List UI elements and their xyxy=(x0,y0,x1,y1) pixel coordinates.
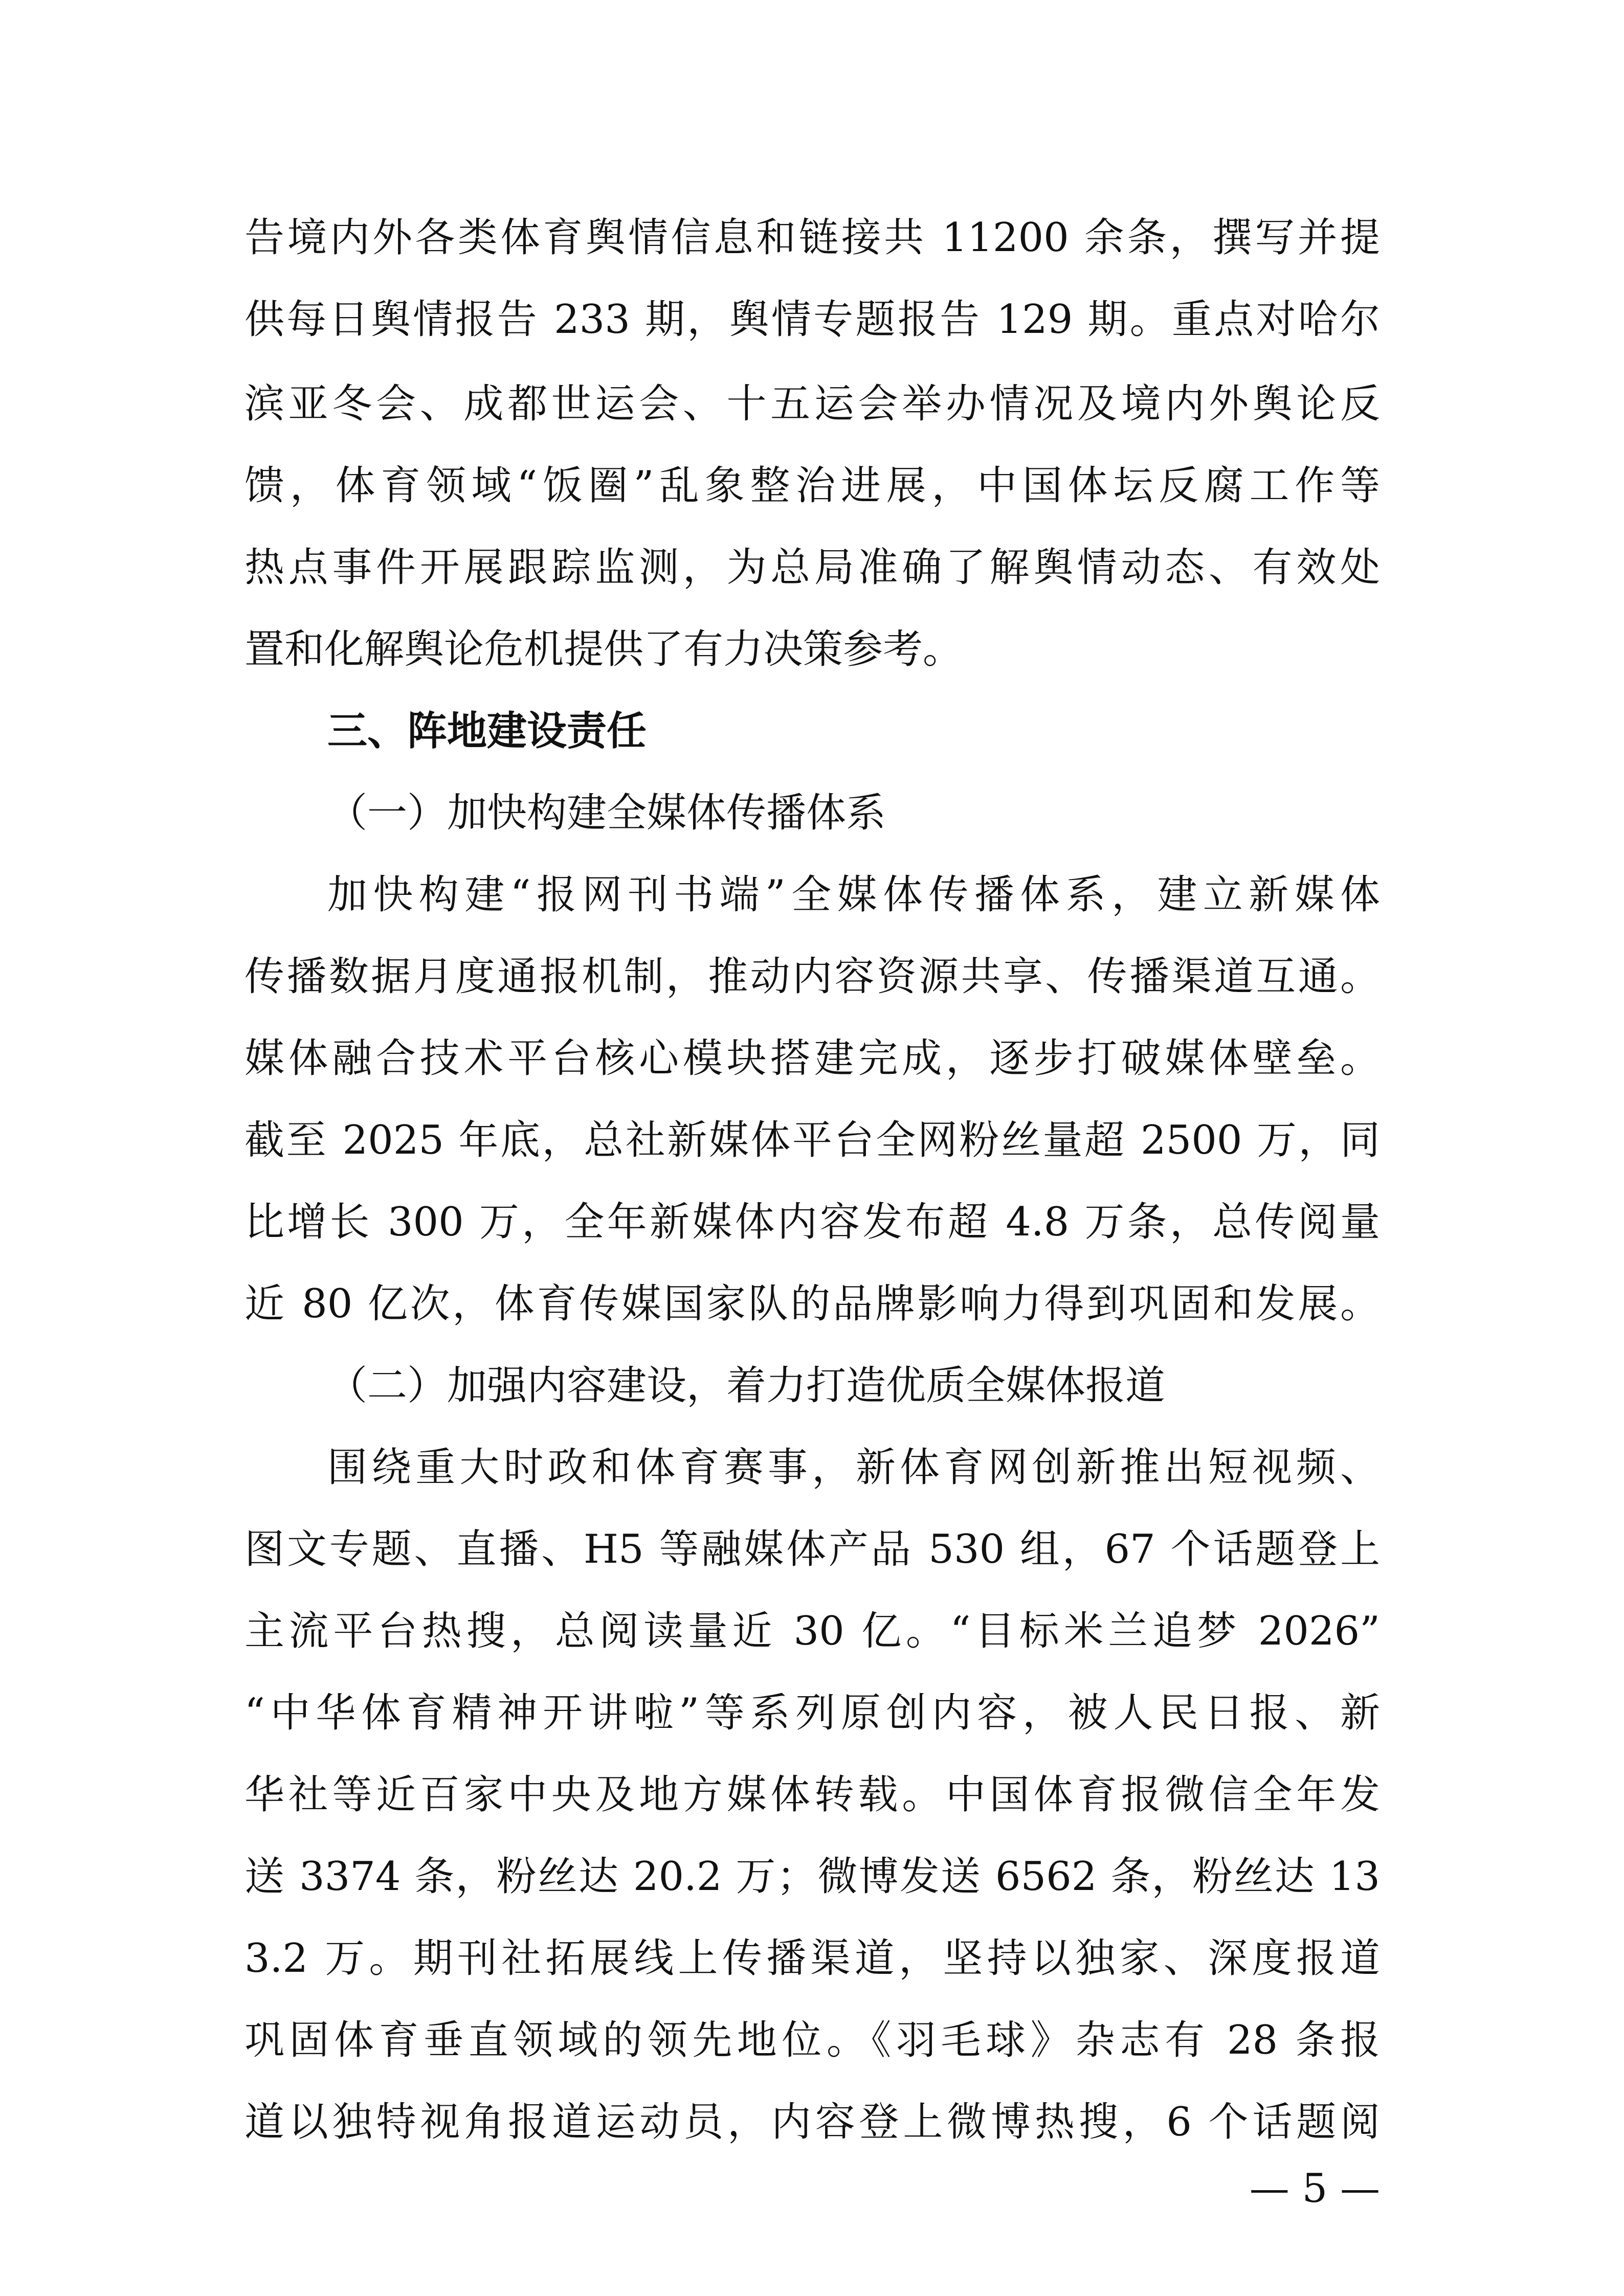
body-paragraph-line: 传播数据月度通报机制，推动内容资源共享、传播渠道互通。 xyxy=(244,954,1380,1000)
body-paragraph-line: 巩固体育垂直领域的领先地位。《羽毛球》杂志有 28 条报 xyxy=(244,2017,1380,2063)
body-paragraph-line: 近 80 亿次，体育传媒国家队的品牌影响力得到巩固和发展。 xyxy=(244,1281,1380,1327)
body-paragraph-line: 送 3374 条，粉丝达 20.2 万；微博发送 6562 条，粉丝达 13 xyxy=(244,1854,1380,1900)
body-paragraph-line: 加快构建“报网刊书端”全媒体传播体系，建立新媒体 xyxy=(327,872,1380,918)
body-paragraph-line: 围绕重大时政和体育赛事，新体育网创新推出短视频、 xyxy=(327,1445,1380,1491)
body-paragraph-line: 媒体融合技术平台核心模块搭建完成，逐步打破媒体壁垒。 xyxy=(244,1036,1380,1082)
body-paragraph-line: 截至 2025 年底，总社新媒体平台全网粉丝量超 2500 万，同 xyxy=(244,1117,1380,1163)
page-number: — 5 — xyxy=(1249,2166,1380,2212)
body-paragraph-line: 图文专题、直播、H5 等融媒体产品 530 组，67 个话题登上 xyxy=(244,1526,1380,1572)
body-paragraph-line: 供每日舆情报告 233 期，舆情专题报告 129 期。重点对哈尔 xyxy=(244,297,1380,343)
subsection-heading: （一）加快构建全媒体传播体系 xyxy=(327,790,886,836)
body-paragraph-line: 华社等近百家中央及地方媒体转载。中国体育报微信全年发 xyxy=(244,1772,1380,1818)
body-paragraph-line: 比增长 300 万，全年新媒体内容发布超 4.8 万条，总传阅量 xyxy=(244,1199,1380,1245)
body-paragraph-line: 馈，体育领域“饭圈”乱象整治进展，中国体坛反腐工作等 xyxy=(244,463,1380,509)
body-paragraph-line: 主流平台热搜，总阅读量近 30 亿。“目标米兰追梦 2026” xyxy=(244,1608,1380,1654)
body-paragraph-line: 热点事件开展跟踪监测，为总局准确了解舆情动态、有效处 xyxy=(244,545,1380,591)
section-heading: 三、阵地建设责任 xyxy=(327,708,647,754)
body-paragraph-line: 滨亚冬会、成都世运会、十五运会举办情况及境内外舆论反 xyxy=(244,381,1380,427)
body-paragraph-line: 3.2 万。期刊社拓展线上传播渠道，坚持以独家、深度报道 xyxy=(244,1935,1380,1982)
subsection-heading: （二）加强内容建设，着力打造优质全媒体报道 xyxy=(327,1363,1166,1409)
body-paragraph-line: “中华体育精神开讲啦”等系列原创内容，被人民日报、新 xyxy=(244,1690,1380,1736)
body-paragraph-line: 道以独特视角报道运动员，内容登上微博热搜，6 个话题阅 xyxy=(244,2099,1380,2145)
body-paragraph-line: 置和化解舆论危机提供了有力决策参考。 xyxy=(244,626,963,672)
body-paragraph-line: 告境内外各类体育舆情信息和链接共 11200 余条，撰写并提 xyxy=(244,215,1380,261)
